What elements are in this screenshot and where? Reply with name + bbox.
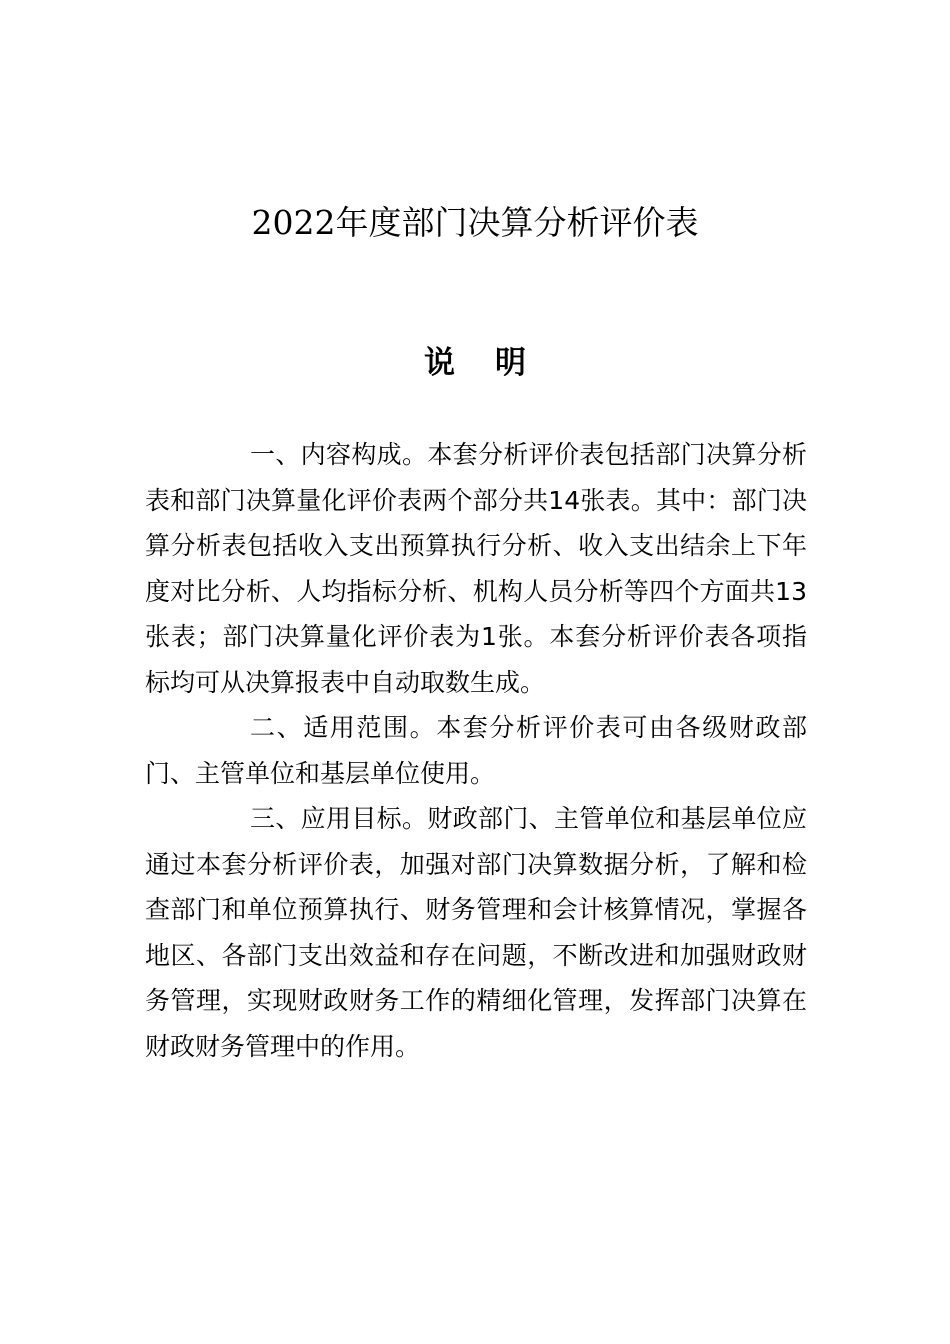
paragraph-scope: 二、适用范围。本套分析评价表可由各级财政部门、主管单位和基层单位使用。 — [145, 713, 807, 788]
paragraph-objectives: 三、应用目标。财政部门、主管单位和基层单位应通过本套分析评价表，加强对部门决算数据分析，了解和检查部门和单位预算执行、财务管理和会计核算情况，掌握各地区、各部门支出效益和存在问题，不断改进和加强财政财务管理，实现财政财务工作的精细化管理，发挥部门决算在财政财务管理中的作用。 — [145, 804, 807, 1061]
document-body — [145, 432, 807, 1069]
document-title: 2022年度部门决算分析评价表 — [251, 203, 699, 242]
section-heading: 说明 — [424, 345, 566, 381]
paragraph-content-composition: 一、内容构成。本套分析评价表包括部门决算分析表和部门决算量化评价表两个部分共14张表。其中：部门决算分析表包括收入支出预算执行分析、收入支出结余上下年度对比分析、人均指标分析、机构人员分析等四个方面共13张表；部门决算量化评价表为1张。本套分析评价表各项指标均可从决算报表中自动取数生成。 — [145, 440, 807, 697]
